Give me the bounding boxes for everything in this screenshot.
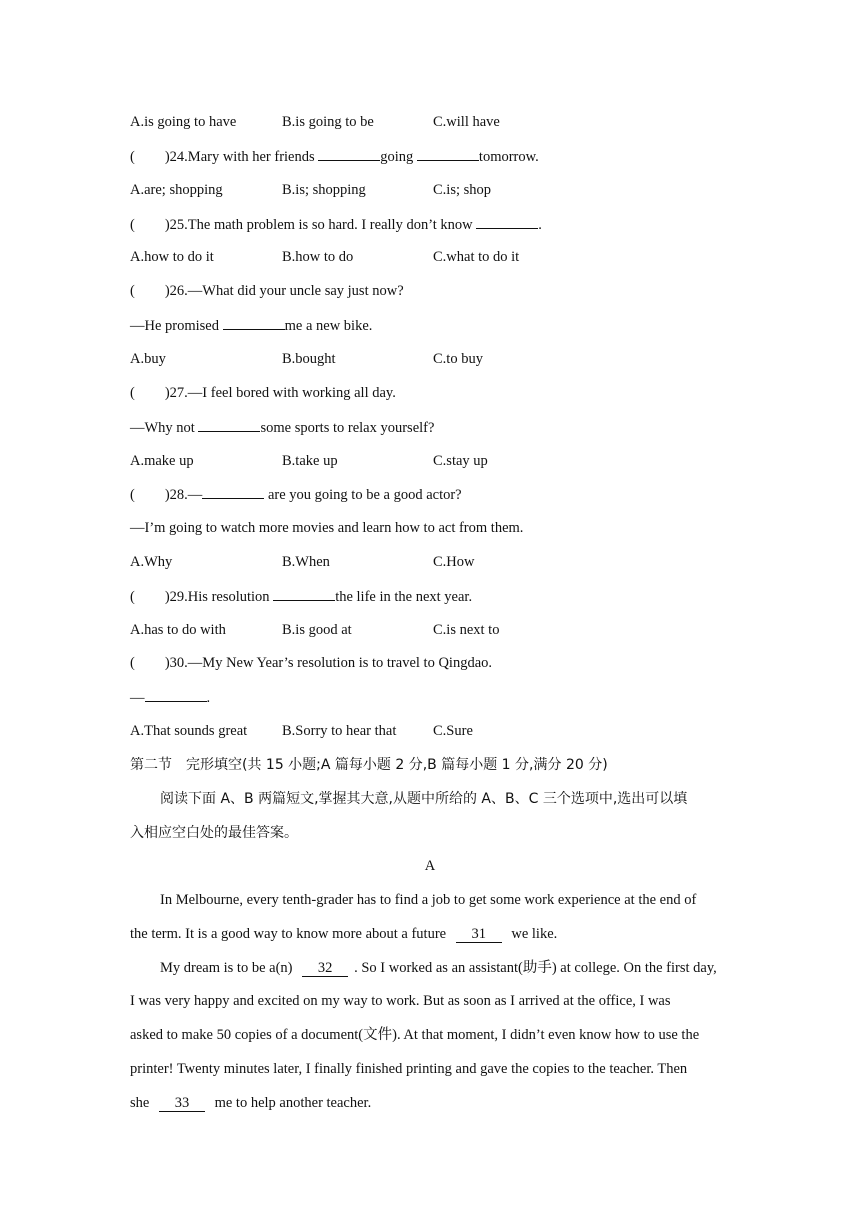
q26-reply-pre: —He promised (130, 318, 219, 334)
q30-reply-pre: — (130, 690, 145, 706)
q28-stem-post: are you going to be a good actor? (267, 487, 462, 503)
passage-a-p2-line-1 (160, 957, 717, 979)
q24-blank-2 (417, 145, 479, 161)
q24-question (130, 145, 539, 167)
q28-reply (130, 517, 523, 539)
q27-option-c[interactable]: C.stay up (433, 453, 488, 469)
q29-blank (273, 585, 335, 601)
q27-reply-post: some sports to relax yourself? (260, 420, 435, 436)
blank-32[interactable]: 32 (302, 960, 348, 977)
passage-a-p2-line-2: I was very happy and excited on my way to work. But as soon as I arrived at the office, I was (130, 993, 671, 1009)
q30-option-c[interactable]: C.Sure (433, 723, 473, 739)
blank-33[interactable]: 33 (159, 1095, 205, 1112)
q25-question (130, 213, 542, 235)
q30-reply-post: . (206, 690, 211, 706)
q24-option-b[interactable]: B.is; shopping (282, 182, 366, 198)
passage-a-title: A (424, 858, 436, 874)
passage-text: she (130, 1095, 150, 1111)
q28-reply-text: —I’m going to watch more movies and learn how to act from them. (130, 520, 524, 536)
q26-stem: )26.—What did your uncle say just now? (164, 283, 404, 299)
q24-option-a[interactable]: A.are; shopping (130, 182, 223, 198)
passage-a-p1-line-1: In Melbourne, every tenth-grader has to find a job to get some work experience at the end of (160, 892, 697, 908)
q27-stem: )27.—I feel bored with working all day. (164, 385, 396, 401)
q23-option-c[interactable]: C.will have (433, 114, 500, 130)
q30-blank (145, 686, 207, 702)
passage-text: . So I worked as an assistant(助手) at college. On the first day, (354, 960, 717, 976)
q25-blank (476, 213, 538, 229)
q29-question (130, 585, 472, 607)
passage-a-p1-line-2 (130, 923, 557, 945)
q25-option-b[interactable]: B.how to do (282, 249, 354, 265)
q27-reply (130, 416, 434, 438)
q26-reply (130, 314, 372, 336)
q26-option-a[interactable]: A.buy (130, 351, 166, 367)
passage-text: me to help another teacher. (214, 1095, 372, 1111)
q30-reply (130, 686, 210, 708)
q26-paren: ( (130, 283, 135, 299)
q29-option-b[interactable]: B.is good at (282, 622, 352, 638)
q23-option-b[interactable]: B.is going to be (282, 114, 374, 130)
passage-text: we like. (511, 926, 558, 942)
q24-option-c[interactable]: C.is; shop (433, 182, 492, 198)
q26-option-b[interactable]: B.bought (282, 351, 336, 367)
q30-question (130, 652, 492, 674)
q28-question (130, 483, 462, 505)
q28-stem: )28.— (164, 487, 203, 503)
q28-option-b[interactable]: B.When (282, 554, 330, 570)
q25-option-a[interactable]: A.how to do it (130, 249, 214, 265)
q27-blank (198, 416, 260, 432)
section-instructions-line-2: 入相应空白处的最佳答案。 (130, 825, 298, 841)
section-heading: 第二节 完形填空(共 15 小题;A 篇每小题 2 分,B 篇每小题 1 分,满分 20 分) (130, 757, 608, 773)
q24-stem: )24.Mary with her friends (164, 149, 315, 165)
passage-a-p2-line-3: asked to make 50 copies of a document(文件). At that moment, I didn’t even know how to use the (130, 1027, 700, 1043)
q30-stem: )30.—My New Year’s resolution is to travel to Qingdao. (164, 655, 492, 671)
q25-paren: ( (130, 217, 135, 233)
q27-option-a[interactable]: A.make up (130, 453, 194, 469)
passage-a-p2-line-4: printer! Twenty minutes later, I finally finished printing and gave the copies to the teacher. Then (130, 1061, 688, 1077)
q26-question (130, 280, 404, 302)
blank-31[interactable]: 31 (456, 926, 502, 943)
passage-text: My dream is to be a(n) (160, 960, 293, 976)
q25-stem-post: . (538, 217, 542, 233)
q25-option-c[interactable]: C.what to do it (433, 249, 520, 265)
q29-stem: )29.His resolution (164, 589, 270, 605)
q26-blank (223, 314, 285, 330)
passage-text: the term. It is a good way to know more about a future (130, 926, 447, 942)
q28-option-c[interactable]: C.How (433, 554, 475, 570)
passage-a-p2-line-5 (130, 1092, 371, 1114)
q30-option-a[interactable]: A.That sounds great (130, 723, 248, 739)
q24-blank-1 (318, 145, 380, 161)
q28-blank (202, 483, 264, 499)
section-instructions-line-1: 阅读下面 A、B 两篇短文,掌握其大意,从题中所给的 A、B、C 三个选项中,选出可以填 (160, 791, 688, 807)
q29-option-c[interactable]: C.is next to (433, 622, 500, 638)
q27-reply-pre: —Why not (130, 420, 195, 436)
q24-paren: ( (130, 149, 135, 165)
q25-stem: )25.The math problem is so hard. I really don’t know (164, 217, 473, 233)
q29-stem-post: the life in the next year. (335, 589, 473, 605)
q28-paren: ( (130, 487, 135, 503)
q26-reply-post: me a new bike. (284, 318, 373, 334)
q27-paren: ( (130, 385, 135, 401)
q29-option-a[interactable]: A.has to do with (130, 622, 226, 638)
q30-paren: ( (130, 655, 135, 671)
q30-option-b[interactable]: B.Sorry to hear that (282, 723, 397, 739)
q24-stem-post: tomorrow. (478, 149, 539, 165)
q24-stem-mid: going (380, 149, 414, 165)
q26-option-c[interactable]: C.to buy (433, 351, 483, 367)
q29-paren: ( (130, 589, 135, 605)
q27-question (130, 382, 396, 404)
q27-option-b[interactable]: B.take up (282, 453, 338, 469)
q23-option-a[interactable]: A.is going to have (130, 114, 237, 130)
q28-option-a[interactable]: A.Why (130, 554, 173, 570)
